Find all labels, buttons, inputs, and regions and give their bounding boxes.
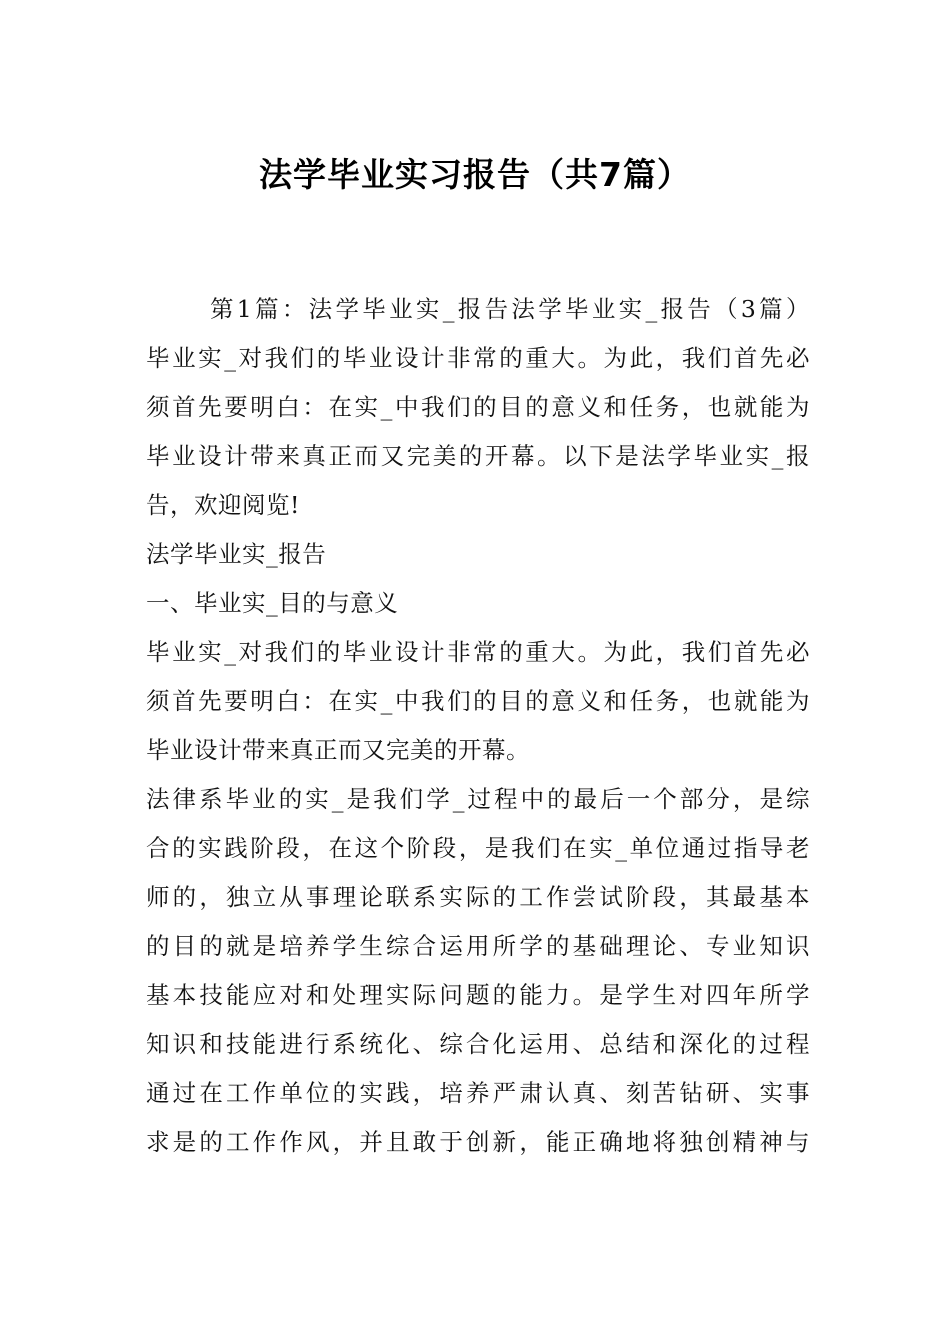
text-line: 知识和技能进行系统化、综合化运用、总结和深化的过程 xyxy=(146,1030,810,1058)
text-line: 法学毕业实_报告 xyxy=(146,540,327,568)
document-body xyxy=(146,285,810,1167)
text-line: 毕业实_对我们的毕业设计非常的重大。为此，我们首先必 xyxy=(146,638,810,666)
text-line: 的目的就是培养学生综合运用所学的基础理论、专业知识 xyxy=(146,932,810,960)
text-line: 毕业设计带来真正而又完美的开幕。 xyxy=(146,736,530,764)
text-line: 通过在工作单位的实践，培养严肃认真、刻苦钻研、实事 xyxy=(146,1079,810,1107)
text-line: 须首先要明白：在实_中我们的目的意义和任务，也就能为 xyxy=(146,687,810,715)
text-line: 第1篇：法学毕业实_报告法学毕业实_报告（3篇） xyxy=(210,295,810,323)
text-line: 合的实践阶段，在这个阶段，是我们在实_单位通过指导老 xyxy=(146,834,810,862)
document-title: 法学毕业实习报告（共7篇） xyxy=(259,155,691,194)
text-line: 法律系毕业的实_是我们学_过程中的最后一个部分，是综 xyxy=(146,785,810,813)
text-line: 须首先要明白：在实_中我们的目的意义和任务，也就能为 xyxy=(146,393,810,421)
text-line: 毕业设计带来真正而又完美的开幕。以下是法学毕业实_报 xyxy=(146,442,810,470)
text-line: 求是的工作作风，并且敢于创新，能正确地将独创精神与 xyxy=(146,1128,810,1156)
text-line: 毕业实_对我们的毕业设计非常的重大。为此，我们首先必 xyxy=(146,344,810,372)
text-line: 基本技能应对和处理实际问题的能力。是学生对四年所学 xyxy=(146,981,810,1009)
text-line: 师的，独立从事理论联系实际的工作尝试阶段，其最基本 xyxy=(146,883,810,911)
text-line: 告，欢迎阅览! xyxy=(146,491,300,519)
text-line: 一、毕业实_目的与意义 xyxy=(146,589,399,617)
